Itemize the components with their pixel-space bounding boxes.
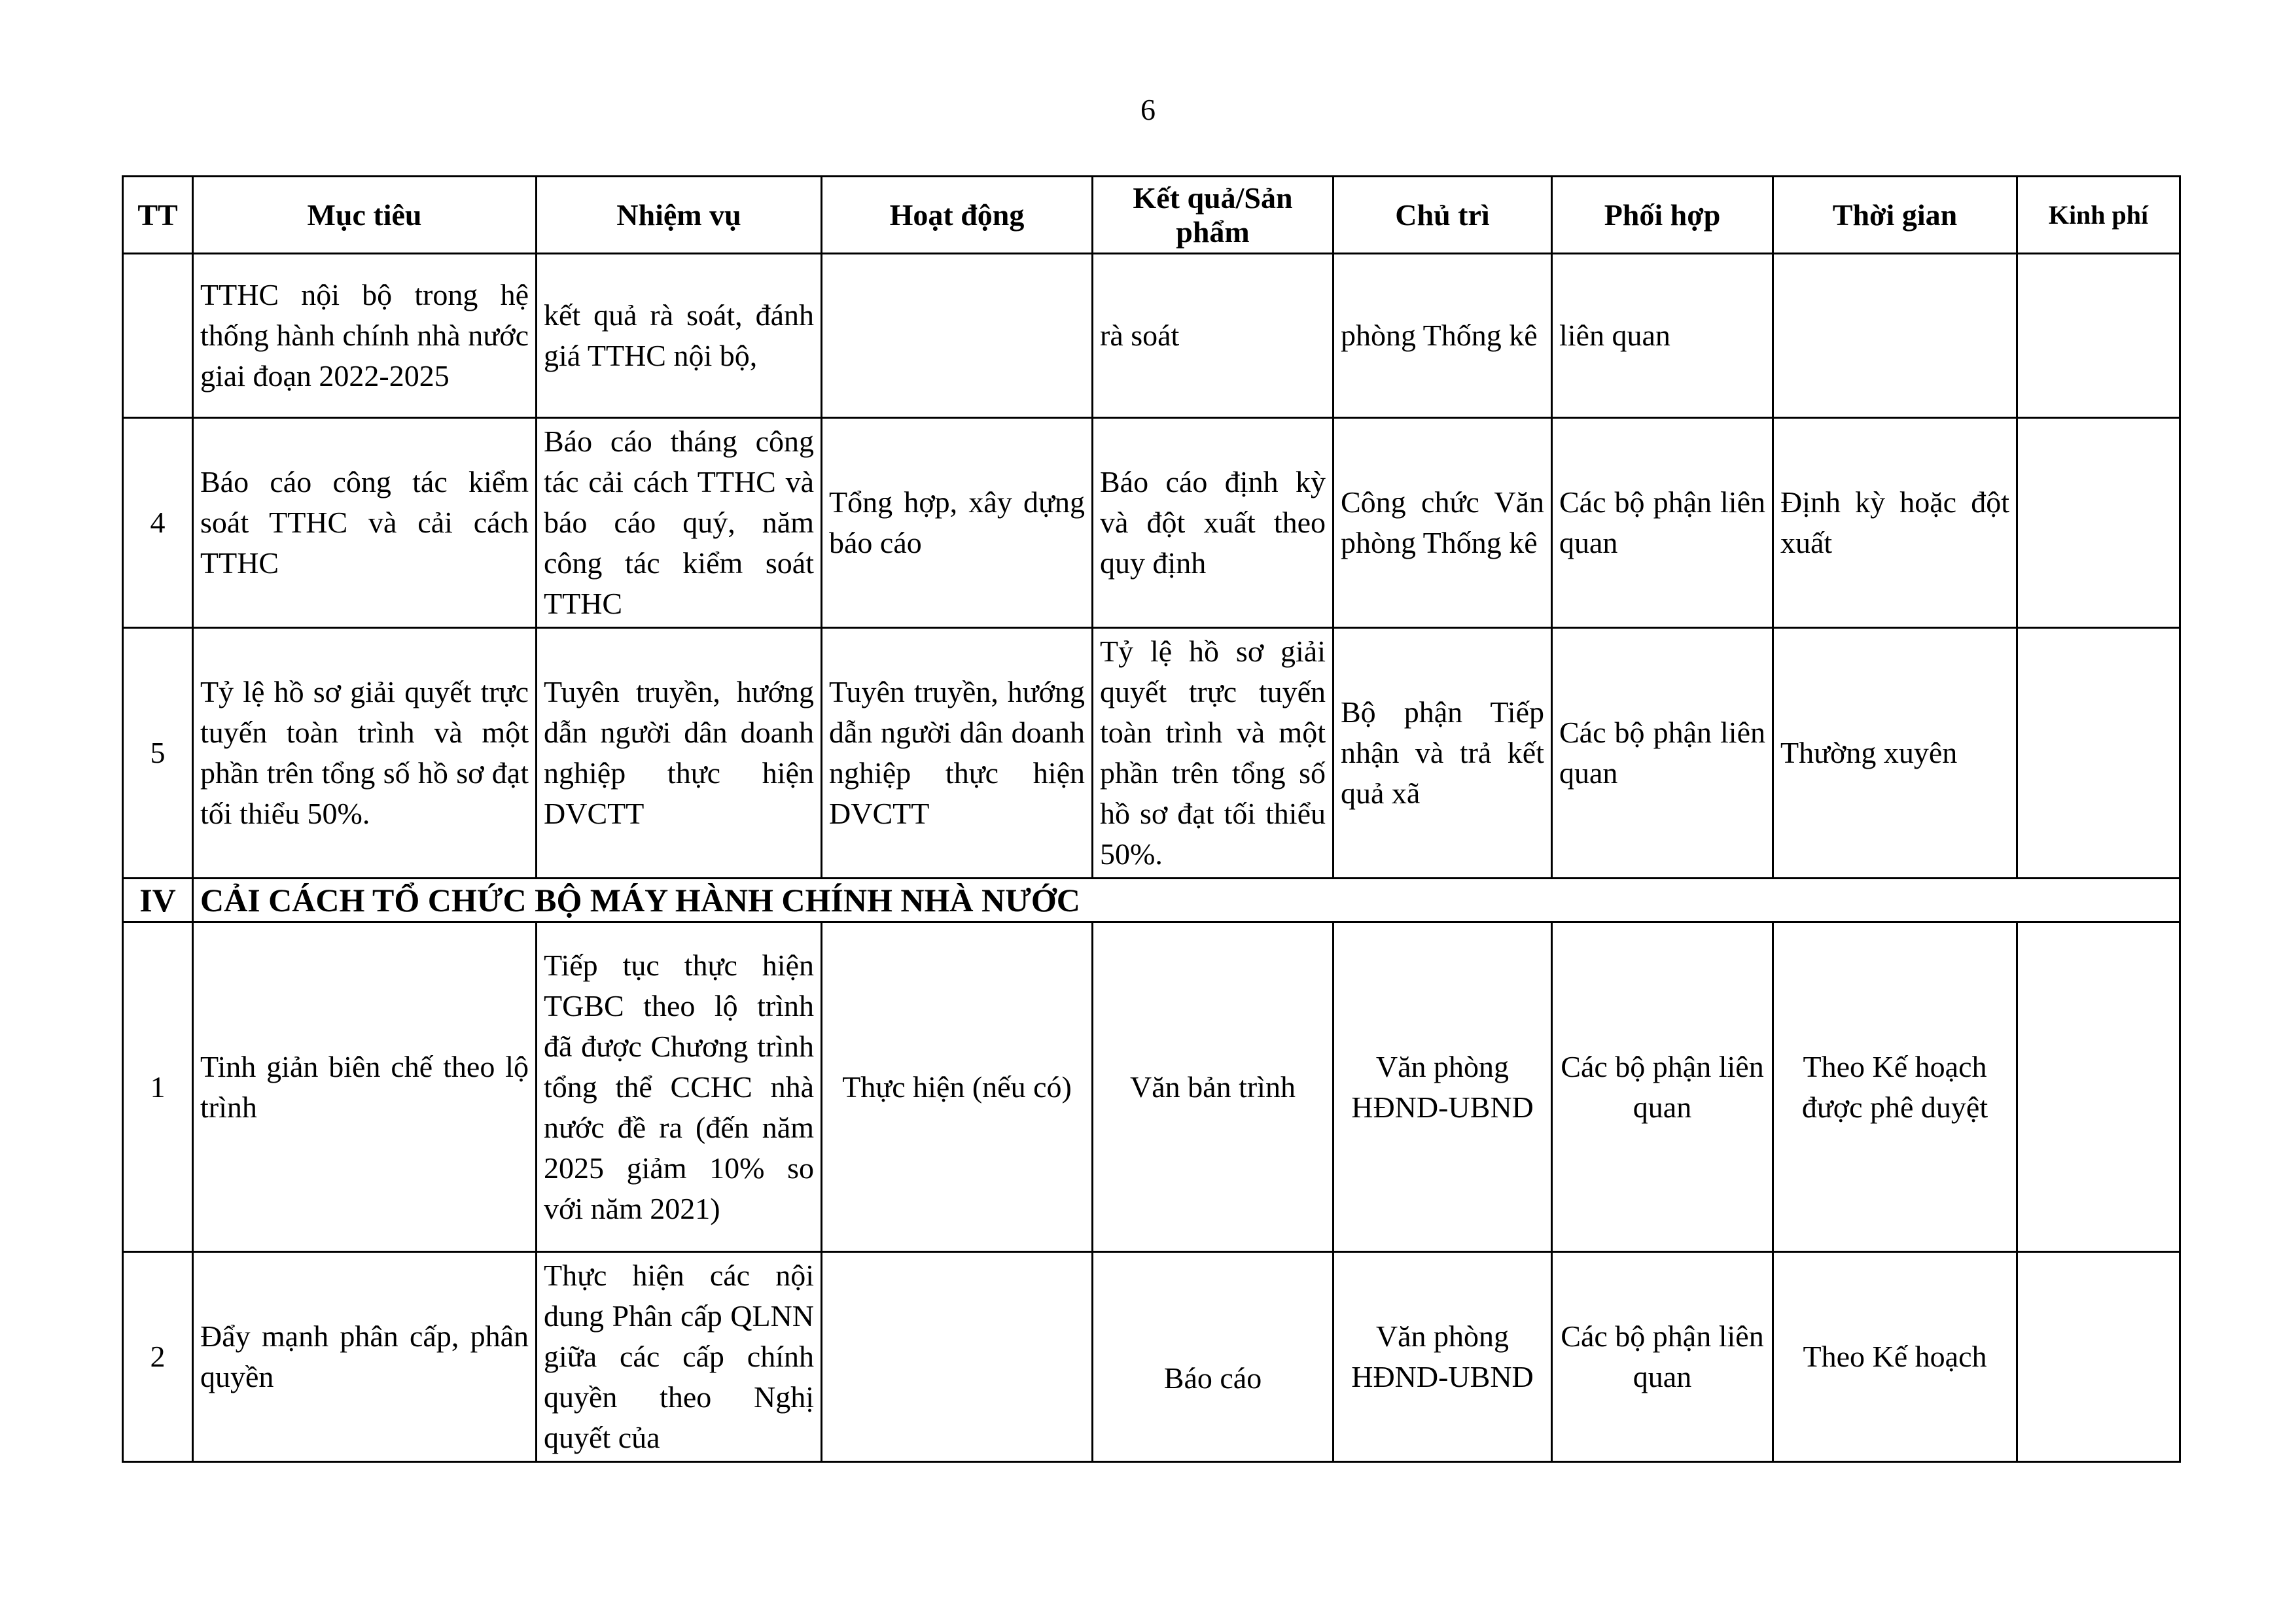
- header-thoi-gian: Thời gian: [1773, 177, 2017, 254]
- header-phoi-hop: Phối hợp: [1552, 177, 1773, 254]
- cell-phoi-hop: liên quan: [1552, 254, 1773, 418]
- cell-phoi-hop: Các bộ phận liên quan: [1552, 922, 1773, 1252]
- page-number: 6: [1140, 93, 1156, 126]
- cell-hoat-dong: Thực hiện (nếu có): [822, 922, 1093, 1252]
- cell-chu-tri: phòng Thống kê: [1333, 254, 1552, 418]
- section-header-row: [123, 879, 2180, 922]
- cell-ket-qua: Báo cáo định kỳ và đột xuất theo quy định: [1093, 418, 1333, 628]
- cell-muc-tieu: Tinh giản biên chế theo lộ trình: [193, 922, 537, 1252]
- header-kinh-phi: Kinh phí: [2017, 177, 2180, 254]
- table-header-row: [123, 177, 2180, 254]
- cell-nhiem-vu: Tiếp tục thực hiện TGBC theo lộ trình đã được Chương trình tổng thể CCHC nhà nước đề ra (đến năm 2025 giảm 10% so với năm 2021): [537, 922, 822, 1252]
- cell-nhiem-vu: Thực hiện các nội dung Phân cấp QLNN giữa các cấp chính quyền theo Nghị quyết của: [537, 1252, 822, 1462]
- cell-muc-tieu: Báo cáo công tác kiểm soát TTHC và cải cách TTHC: [193, 418, 537, 628]
- header-tt: TT: [123, 177, 193, 254]
- cell-muc-tieu: TTHC nội bộ trong hệ thống hành chính nhà nước giai đoạn 2022-2025: [193, 254, 537, 418]
- table-row: [123, 922, 2180, 1252]
- cell-thoi-gian: Định kỳ hoặc đột xuất: [1773, 418, 2017, 628]
- cell-tt: 1: [123, 922, 193, 1252]
- table-row: [123, 254, 2180, 418]
- table-row: [123, 1252, 2180, 1462]
- cell-kinh-phi: [2017, 254, 2180, 418]
- cell-chu-tri: Công chức Văn phòng Thống kê: [1333, 418, 1552, 628]
- cell-muc-tieu: Tỷ lệ hồ sơ giải quyết trực tuyến toàn trình và một phần trên tổng số hồ sơ đạt tối thiểu 50%.: [193, 628, 537, 879]
- header-nhiem-vu: Nhiệm vụ: [537, 177, 822, 254]
- cell-hoat-dong: Tuyên truyền, hướng dẫn người dân doanh nghiệp thực hiện DVCTT: [822, 628, 1093, 879]
- cell-phoi-hop: Các bộ phận liên quan: [1552, 418, 1773, 628]
- cell-chu-tri: Văn phòng HĐND-UBND: [1333, 1252, 1552, 1462]
- section-title: CẢI CÁCH TỔ CHỨC BỘ MÁY HÀNH CHÍNH NHÀ NƯỚC: [193, 879, 2180, 922]
- table-row: [123, 628, 2180, 879]
- cell-kinh-phi: [2017, 922, 2180, 1252]
- header-chu-tri: Chủ trì: [1333, 177, 1552, 254]
- cell-chu-tri: Văn phòng HĐND-UBND: [1333, 922, 1552, 1252]
- cell-phoi-hop: Các bộ phận liên quan: [1552, 1252, 1773, 1462]
- header-muc-tieu: Mục tiêu: [193, 177, 537, 254]
- cell-kinh-phi: [2017, 1252, 2180, 1462]
- table-row: [123, 418, 2180, 628]
- cell-tt: 5: [123, 628, 193, 879]
- cell-nhiem-vu: kết quả rà soát, đánh giá TTHC nội bộ,: [537, 254, 822, 418]
- cell-hoat-dong: Tổng hợp, xây dựng báo cáo: [822, 418, 1093, 628]
- header-hoat-dong: Hoạt động: [822, 177, 1093, 254]
- cell-chu-tri: Bộ phận Tiếp nhận và trả kết quả xã: [1333, 628, 1552, 879]
- header-ket-qua: Kết quả/Sản phẩm: [1093, 177, 1333, 254]
- cell-nhiem-vu: Tuyên truyền, hướng dẫn người dân doanh nghiệp thực hiện DVCTT: [537, 628, 822, 879]
- cell-thoi-gian: Thường xuyên: [1773, 628, 2017, 879]
- cell-tt: 2: [123, 1252, 193, 1462]
- action-plan-table: [122, 175, 2181, 1463]
- cell-kinh-phi: [2017, 418, 2180, 628]
- cell-thoi-gian: Theo Kế hoạch được phê duyệt: [1773, 922, 2017, 1252]
- cell-thoi-gian: [1773, 254, 2017, 418]
- cell-tt: 4: [123, 418, 193, 628]
- cell-hoat-dong: [822, 254, 1093, 418]
- cell-ket-qua: Tỷ lệ hồ sơ giải quyết trực tuyến toàn trình và một phần trên tổng số hồ sơ đạt tối thiểu 50%.: [1093, 628, 1333, 879]
- cell-kinh-phi: [2017, 628, 2180, 879]
- cell-ket-qua: Văn bản trình: [1093, 922, 1333, 1252]
- cell-thoi-gian: Theo Kế hoạch: [1773, 1252, 2017, 1462]
- cell-nhiem-vu: Báo cáo tháng công tác cải cách TTHC và báo cáo quý, năm công tác kiểm soát TTHC: [537, 418, 822, 628]
- cell-phoi-hop: Các bộ phận liên quan: [1552, 628, 1773, 879]
- cell-tt: [123, 254, 193, 418]
- cell-ket-qua: rà soát: [1093, 254, 1333, 418]
- section-number: IV: [123, 879, 193, 922]
- cell-muc-tieu: Đẩy mạnh phân cấp, phân quyền: [193, 1252, 537, 1462]
- cell-ket-qua: Báo cáo: [1093, 1252, 1333, 1462]
- cell-hoat-dong: [822, 1252, 1093, 1462]
